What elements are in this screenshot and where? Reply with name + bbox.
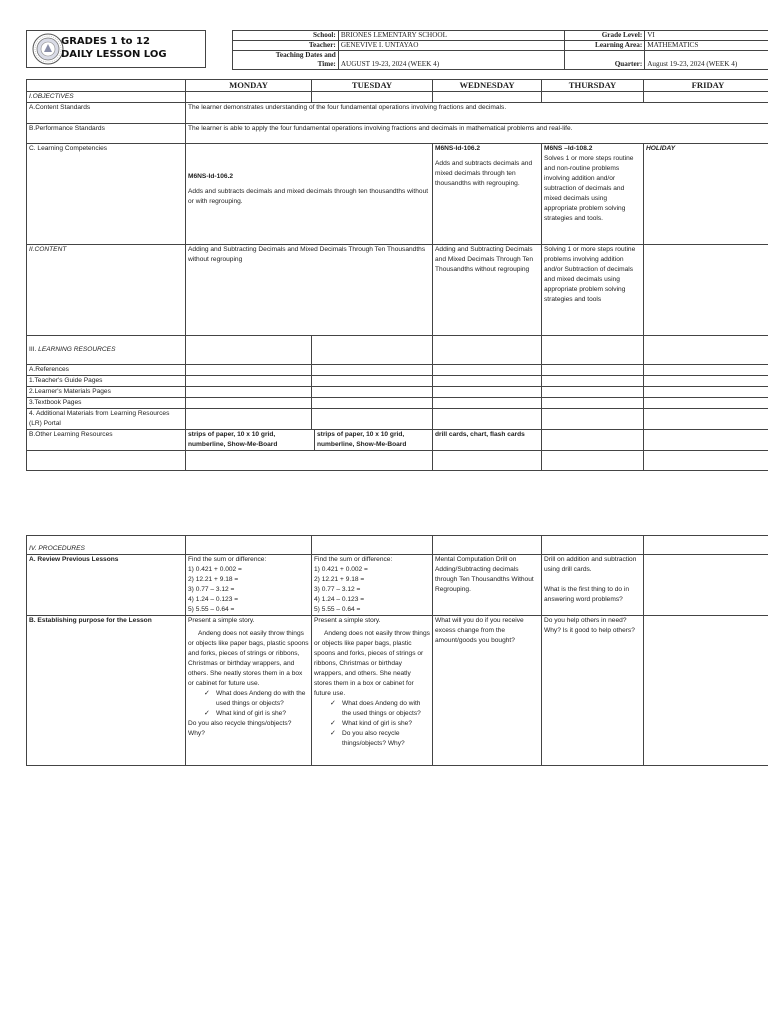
learning-resources-label: LEARNING RESOURCES bbox=[38, 346, 116, 353]
day-header-friday: FRIDAY bbox=[644, 80, 768, 92]
teacher-label: Teacher: bbox=[233, 41, 339, 51]
grade-level-value: VI bbox=[645, 31, 768, 41]
lesson-grid bbox=[26, 79, 768, 471]
content-standards-label: A.Content Standards bbox=[27, 103, 186, 124]
quarter-value: August 19-23, 2024 (WEEK 4) bbox=[645, 51, 768, 70]
school-label: School: bbox=[233, 31, 339, 41]
header-info-table bbox=[232, 30, 768, 70]
learning-area-value: MATHEMATICS bbox=[645, 41, 768, 51]
review-thursday-question: What is the first thing to do in answering word problems? bbox=[544, 586, 630, 603]
day-header-tuesday: TUESDAY bbox=[312, 80, 433, 92]
content-heading: II.CONTENT bbox=[27, 245, 186, 336]
competency-wednesday bbox=[433, 144, 542, 245]
review-intro: Find the sum or difference: bbox=[188, 556, 267, 563]
lesson-log-header bbox=[26, 30, 768, 68]
other-resources-tuesday: strips of paper, 10 x 10 grid, numberline, Show-Me-Board bbox=[317, 431, 407, 448]
title-line-1: GRADES 1 to 12 bbox=[61, 36, 150, 47]
grade-level-label: Grade Level: bbox=[565, 31, 645, 41]
learners-materials-label: 2.Learner's Materials Pages bbox=[27, 387, 186, 398]
school-value: BRIONES LEMENTARY SCHOOL bbox=[338, 31, 565, 41]
textbook-pages-label: 3.Textbook Pages bbox=[27, 398, 186, 409]
learning-resources-heading bbox=[27, 336, 186, 365]
review-item: 2) 12.21 + 9.18 = bbox=[314, 576, 365, 583]
purpose-wednesday: What will you do if you receive excess change from the amount/goods you bought? bbox=[433, 616, 542, 766]
review-item: 2) 12.21 + 9.18 = bbox=[188, 576, 239, 583]
competency-text: Adds and subtracts decimals and mixed decimals through ten thousandths without or with regrouping. bbox=[188, 188, 429, 205]
deped-seal-icon bbox=[32, 33, 64, 65]
story-question: ✓ What kind of girl is she? bbox=[204, 709, 309, 719]
competency-mon-tue bbox=[186, 144, 433, 245]
review-item: 4) 1.24 – 0.123 = bbox=[188, 596, 239, 603]
document-title bbox=[61, 35, 167, 61]
performance-standards-label: B.Performance Standards bbox=[27, 124, 186, 144]
review-monday bbox=[186, 555, 312, 616]
competencies-label: C. Learning Competencies bbox=[27, 144, 186, 245]
review-item: 5) 5.55 – 0.64 = bbox=[188, 606, 235, 613]
other-resources-monday: strips of paper, 10 x 10 grid, numberline, Show-Me-Board bbox=[186, 430, 315, 450]
content-mon-tue: Adding and Subtracting Decimals and Mixed Decimals Through Ten Thousandths without regrouping bbox=[186, 245, 433, 336]
review-item: 3) 0.77 – 3.12 = bbox=[188, 586, 235, 593]
competency-code: M6NS-Id-106.2 bbox=[188, 173, 234, 180]
review-item: 1) 0.421 + 0.002 = bbox=[314, 566, 368, 573]
teaching-dates-value: AUGUST 19-23, 2024 (WEEK 4) bbox=[338, 51, 565, 70]
teachers-guide-label: 1.Teacher's Guide Pages bbox=[27, 376, 186, 387]
title-box bbox=[26, 30, 206, 68]
references-label: A.References bbox=[27, 365, 186, 376]
story-text: Andeng does not easily throw things or objects like paper bags, plastic spoons and forks, pieces of strings or ribbons, Christmas or birthday wrappers, and others. She neatly stores them in a box or cabinet for future use. bbox=[188, 630, 309, 687]
review-wednesday: Mental Computation Drill on Adding/Subtracting decimals through Ten Thousandths Without Regrouping. bbox=[433, 555, 542, 616]
story-question: ✓ What does Andeng do with the used things or objects? bbox=[204, 689, 309, 709]
day-header-monday: MONDAY bbox=[186, 80, 312, 92]
competency-text: Solves 1 or more steps routine and non-routine problems involving addition and/or subtraction of decimals and mixed decimals using appropriate problem solving strategies and tools. bbox=[544, 155, 634, 222]
additional-materials-label: 4. Additional Materials from Learning Resources (LR) Portal bbox=[27, 409, 186, 430]
procedures-grid bbox=[26, 535, 768, 766]
story-question: ✓ What does Andeng do with the used things or objects? bbox=[330, 699, 430, 719]
review-item: 5) 5.55 – 0.64 = bbox=[314, 606, 361, 613]
performance-standards-text: The learner is able to apply the four fundamental operations involving fractions and decimals in mathematical problems and real-life. bbox=[186, 124, 768, 144]
competency-text: Adds and subtracts decimals and mixed decimals through ten thousandths with regrouping. bbox=[435, 160, 533, 187]
story-intro: Present a simple story. bbox=[314, 617, 381, 624]
day-header-thursday: THURSDAY bbox=[542, 80, 644, 92]
content-standards-text: The learner demonstrates understanding of the four fundamental operations involving fractions and decimals. bbox=[186, 103, 768, 124]
teaching-dates-label bbox=[233, 51, 339, 70]
review-item: 4) 1.24 – 0.123 = bbox=[314, 596, 365, 603]
story-question: ✓ Do you also recycle things/objects? Why? bbox=[330, 729, 430, 749]
title-line-2: DAILY LESSON LOG bbox=[61, 49, 167, 60]
competency-code: M6NS-Id-106.2 bbox=[435, 145, 481, 152]
story-question-recycle: Do you also recycle things/objects? Why? bbox=[188, 720, 292, 737]
learning-resources-roman: III. bbox=[29, 346, 37, 353]
teaching-dates-label-line1: Teaching Dates and bbox=[275, 51, 336, 59]
other-resources-label: B.Other Learning Resources bbox=[27, 430, 186, 451]
content-wednesday: Adding and Subtracting Decimals and Mixed Decimals Through Ten Thousandths without regrouping bbox=[433, 245, 542, 336]
story-question: ✓ What kind of girl is she? bbox=[330, 719, 430, 729]
review-item: 1) 0.421 + 0.002 = bbox=[188, 566, 242, 573]
objectives-heading: I.OBJECTIVES bbox=[27, 92, 186, 103]
story-text: Andeng does not easily throw things or objects like paper bags, plastic spoons and forks, pieces of strings or ribbons, Christmas or birthday wrappers, and others. She neatly stores them in a box or cabinet for future use. bbox=[314, 630, 430, 697]
competency-thursday bbox=[542, 144, 644, 245]
procedures-heading: IV. PROCEDURES bbox=[27, 536, 186, 555]
review-lessons-label: A. Review Previous Lessons bbox=[27, 555, 186, 616]
teacher-value: GENEVIVE I. UNTAYAO bbox=[338, 41, 565, 51]
review-thursday bbox=[542, 555, 644, 616]
other-resources-mon-tue bbox=[186, 430, 433, 451]
friday-holiday: HOLIDAY bbox=[644, 144, 768, 245]
purpose-label: B. Establishing purpose for the Lesson bbox=[27, 616, 186, 766]
blank-header bbox=[27, 80, 186, 92]
story-intro: Present a simple story. bbox=[188, 617, 255, 624]
purpose-monday bbox=[186, 616, 312, 766]
review-thursday-drill: Drill on addition and subtraction using drill cards. bbox=[544, 556, 637, 573]
day-header-wednesday: WEDNESDAY bbox=[433, 80, 542, 92]
story-questions bbox=[188, 689, 309, 719]
competency-code: M6NS –Id-108.2 bbox=[544, 145, 593, 152]
teaching-dates-label-line2: Time: bbox=[317, 60, 336, 68]
content-thursday: Solving 1 or more steps routine problems involving addition and/or Subtraction of decimals and mixed decimals using appropriate problem solving strategies and tools bbox=[542, 245, 644, 336]
learning-area-label: Learning Area: bbox=[565, 41, 645, 51]
review-intro: Find the sum or difference: bbox=[314, 556, 393, 563]
purpose-thursday: Do you help others in need? Why? Is it good to help others? bbox=[542, 616, 644, 766]
review-tuesday bbox=[312, 555, 433, 616]
other-resources-wednesday: drill cards, chart, flash cards bbox=[433, 430, 542, 451]
review-item: 3) 0.77 – 3.12 = bbox=[314, 586, 361, 593]
purpose-tuesday bbox=[312, 616, 433, 766]
quarter-label: Quarter: bbox=[565, 51, 645, 70]
story-questions bbox=[314, 699, 430, 749]
